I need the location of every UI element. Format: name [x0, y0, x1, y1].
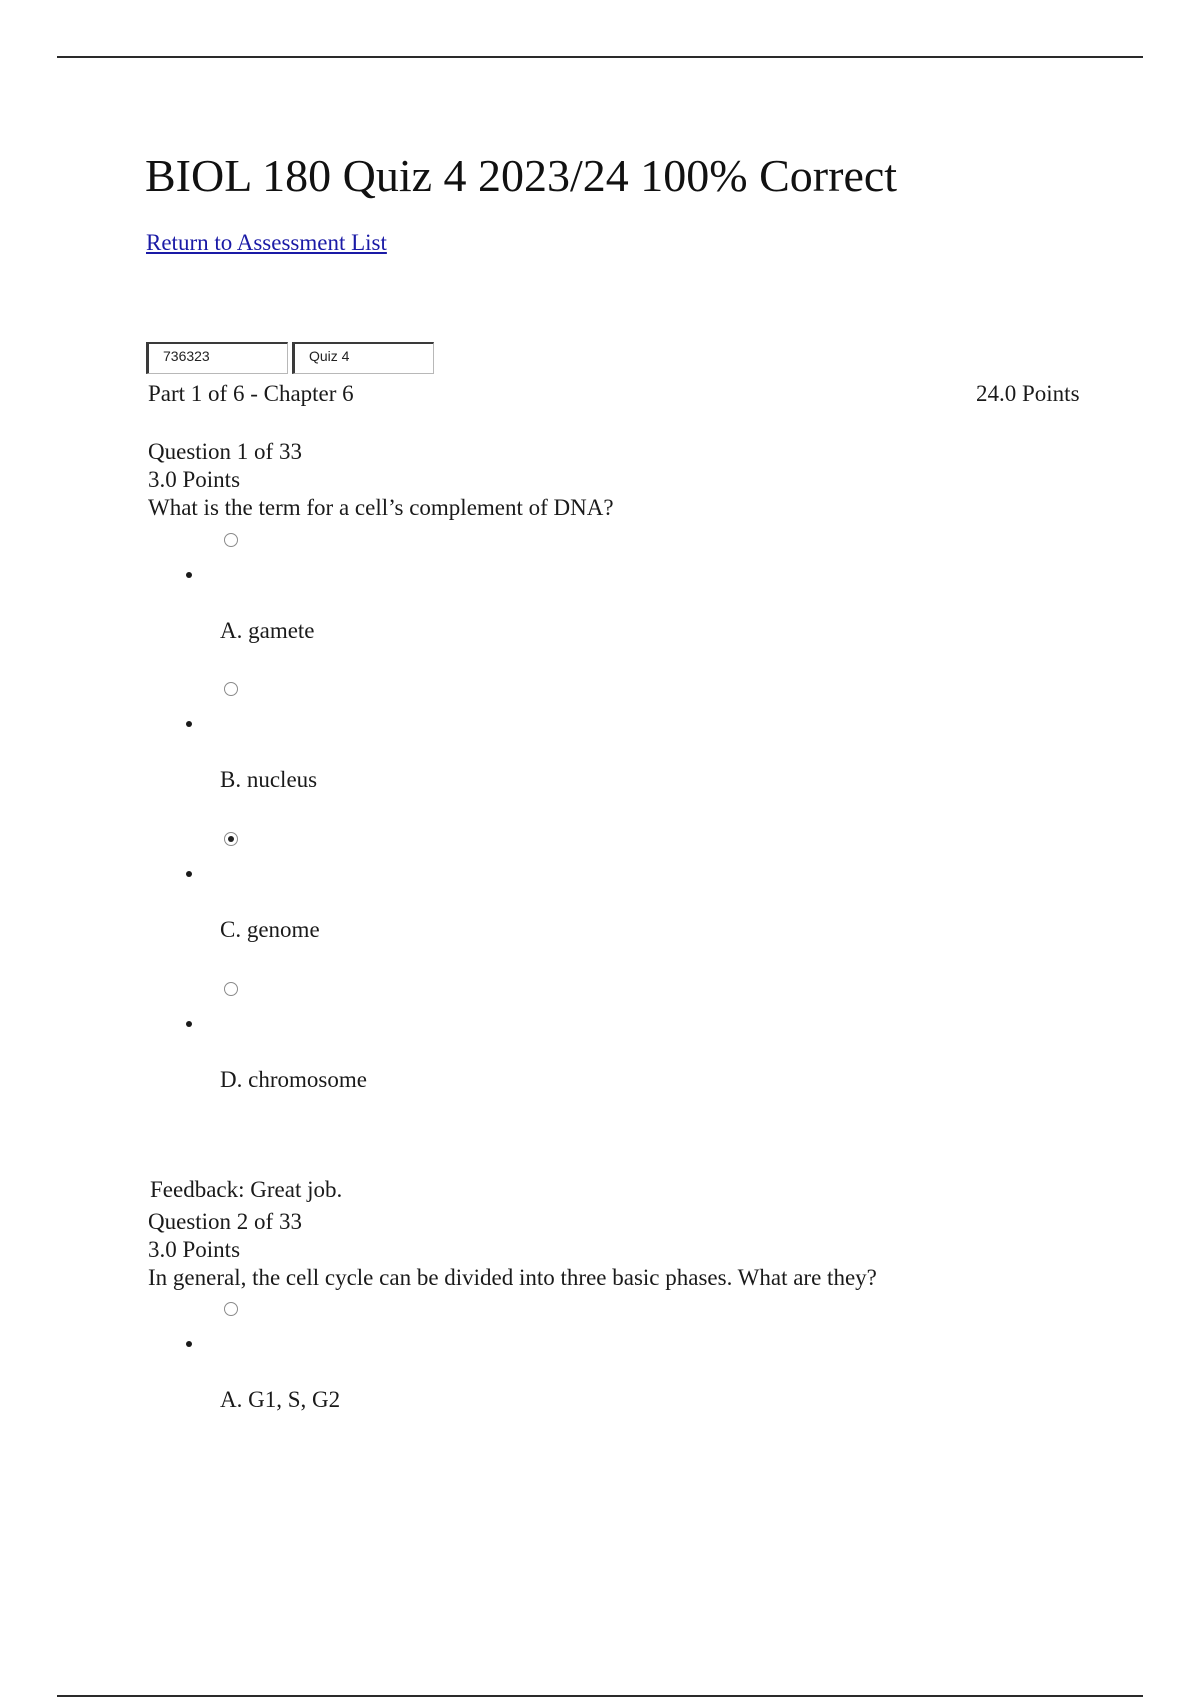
question-points: 3.0 Points — [148, 467, 241, 492]
quiz-name-box: Quiz 4 — [292, 342, 434, 374]
option-label: A. gamete — [220, 618, 315, 643]
list-bullet-icon — [186, 572, 192, 578]
option-label: B. nucleus — [220, 767, 318, 792]
feedback-text: Feedback: Great job. — [150, 1177, 343, 1202]
bottom-divider — [57, 1695, 1143, 1697]
question-number: Question 1 of 33 — [148, 439, 302, 464]
radio-button[interactable] — [224, 682, 238, 696]
list-bullet-icon — [186, 1021, 192, 1027]
option-label: C. genome — [220, 917, 320, 942]
radio-button[interactable] — [224, 1302, 238, 1316]
list-bullet-icon — [186, 871, 192, 877]
list-bullet-icon — [186, 721, 192, 727]
assessment-id-box: 736323 — [146, 342, 288, 374]
option-label: D. chromosome — [220, 1067, 367, 1092]
question-number: Question 2 of 33 — [148, 1209, 302, 1234]
radio-button-selected[interactable] — [224, 832, 238, 846]
return-to-assessment-list-link[interactable]: Return to Assessment List — [146, 230, 387, 255]
list-bullet-icon — [186, 1341, 192, 1347]
part-label: Part 1 of 6 - Chapter 6 — [148, 381, 354, 406]
radio-button[interactable] — [224, 982, 238, 996]
question-text: What is the term for a cell’s complement of DNA? — [148, 495, 614, 520]
top-divider — [57, 56, 1143, 58]
question-text: In general, the cell cycle can be divided into three basic phases. What are they? — [148, 1265, 877, 1290]
option-label: A. G1, S, G2 — [220, 1387, 341, 1412]
question-points: 3.0 Points — [148, 1237, 241, 1262]
page-title: BIOL 180 Quiz 4 2023/24 100% Correct — [145, 150, 898, 201]
radio-button[interactable] — [224, 533, 238, 547]
part-points: 24.0 Points — [976, 381, 1080, 406]
